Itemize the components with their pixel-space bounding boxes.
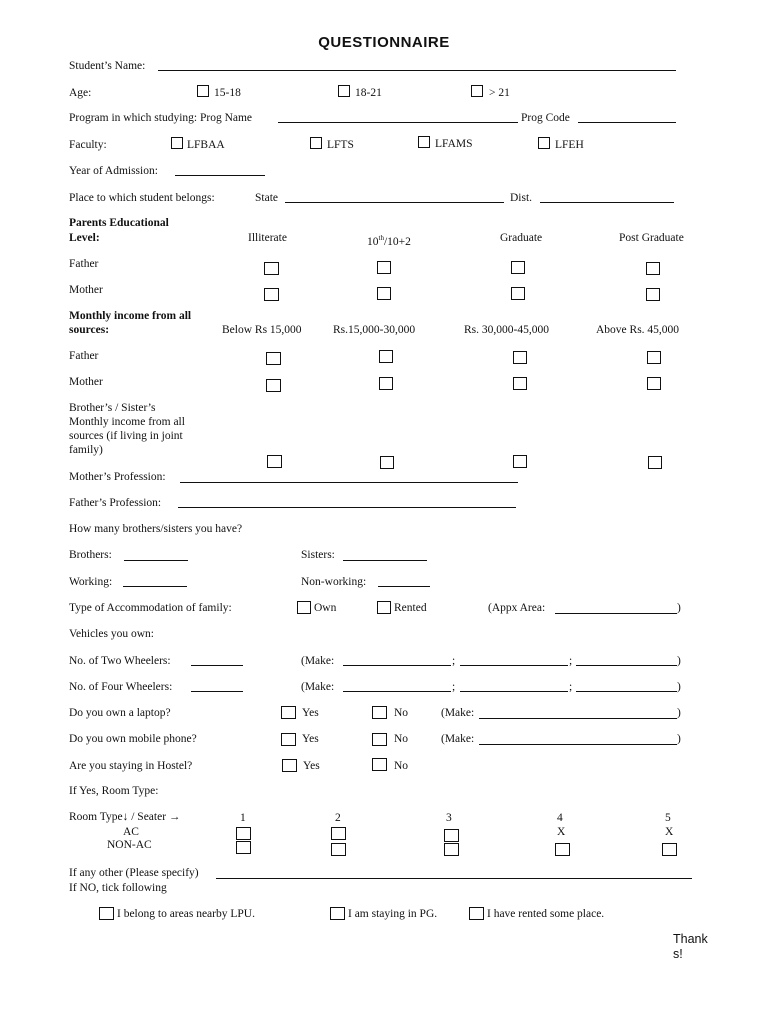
brothers-label: Brothers: <box>69 549 112 561</box>
two-wheelers-label: No. of Two Wheelers: <box>69 655 171 667</box>
row-label: Father <box>69 350 99 362</box>
column-header: Graduate <box>500 232 543 244</box>
father-income-above45k-checkbox[interactable] <box>647 351 661 364</box>
sisters-label: Sisters: <box>301 549 335 561</box>
sibling-income-label: Monthly income from all <box>69 416 185 428</box>
page-title: QUESTIONNAIRE <box>318 34 450 51</box>
four-wheeler-make-field-3[interactable] <box>576 691 677 692</box>
make-label: (Make: <box>441 707 475 719</box>
close-paren: ) <box>677 707 681 719</box>
column-header: 10th/10+2 <box>367 234 411 248</box>
age-18-21-checkbox[interactable] <box>338 85 350 97</box>
mother-edu-10th-checkbox[interactable] <box>377 287 391 300</box>
seater-number: 2 <box>335 812 341 824</box>
siblings-question: How many brothers/sisters you have? <box>69 523 243 535</box>
room-row-label: NON-AC <box>107 839 152 851</box>
sibling-income-above45k-checkbox[interactable] <box>648 456 662 469</box>
nonac-3-seater-checkbox[interactable] <box>444 843 459 856</box>
sisters-field[interactable] <box>343 560 427 561</box>
hostel-yes-checkbox[interactable] <box>282 759 297 772</box>
row-label: Father <box>69 258 99 270</box>
income-heading: Monthly income from all <box>69 310 192 322</box>
age-option-label: 15-18 <box>214 87 241 99</box>
not-available-mark: X <box>665 826 674 838</box>
mobile-make-field[interactable] <box>479 744 677 745</box>
other-specify-field[interactable] <box>216 878 692 879</box>
not-available-mark: X <box>557 826 566 838</box>
sibling-income-label: sources (if living in joint <box>69 430 183 442</box>
row-label: Mother <box>69 376 103 388</box>
yes-label: Yes <box>302 733 319 745</box>
ac-2-seater-checkbox[interactable] <box>331 827 346 840</box>
faculty-option-label: LFBAA <box>187 139 225 151</box>
four-wheeler-make-field-2[interactable] <box>460 691 568 692</box>
thanks-text: Thank <box>673 932 708 946</box>
two-wheeler-make-field-2[interactable] <box>460 665 568 666</box>
nonac-4-seater-checkbox[interactable] <box>555 843 570 856</box>
two-wheelers-count-field[interactable] <box>191 665 243 666</box>
separator: ; <box>452 681 456 693</box>
father-edu-illiterate-checkbox[interactable] <box>264 262 279 275</box>
accommodation-rented-checkbox[interactable] <box>377 601 391 614</box>
hostel-no-checkbox[interactable] <box>372 758 387 771</box>
seater-number: 3 <box>446 812 452 824</box>
accommodation-option-label: Own <box>314 602 337 614</box>
if-no-option-label: I am staying in PG. <box>348 908 438 920</box>
mother-income-below15k-checkbox[interactable] <box>266 379 281 392</box>
faculty-option-label: LFEH <box>555 139 584 151</box>
student-name-label: Student’s Name: <box>69 60 146 72</box>
area-label: (Appx Area: <box>488 602 546 614</box>
father-edu-postgrad-checkbox[interactable] <box>646 262 660 275</box>
yes-label: Yes <box>303 760 320 772</box>
sibling-income-30-45k-checkbox[interactable] <box>513 455 527 468</box>
student-name-field[interactable] <box>158 70 676 71</box>
faculty-option-label: LFTS <box>327 139 354 151</box>
close-paren: ) <box>677 655 681 667</box>
father-income-below15k-checkbox[interactable] <box>266 352 281 365</box>
laptop-no-checkbox[interactable] <box>372 706 387 719</box>
prog-code-label: Prog Code <box>521 112 570 124</box>
seater-number: 1 <box>240 812 246 824</box>
area-field[interactable] <box>555 613 677 614</box>
parents-edu-heading: Level: <box>69 232 100 244</box>
near-lpu-checkbox[interactable] <box>99 907 114 920</box>
mobile-label: Do you own mobile phone? <box>69 733 197 745</box>
column-header: Above Rs. 45,000 <box>596 324 680 336</box>
age-15-18-checkbox[interactable] <box>197 85 209 97</box>
if-no-label: If NO, tick following <box>69 882 167 894</box>
mother-edu-postgrad-checkbox[interactable] <box>646 288 660 301</box>
working-label: Working: <box>69 576 113 588</box>
faculty-lfeh-checkbox[interactable] <box>538 137 550 149</box>
room-table-header: Room Type↓ / Seater → <box>69 811 181 823</box>
prog-name-field[interactable] <box>278 122 518 123</box>
parents-edu-heading: Parents Educational <box>69 217 169 229</box>
place-label: Place to which student belongs: <box>69 192 215 204</box>
dist-label: Dist. <box>510 192 533 204</box>
make-label: (Make: <box>441 733 475 745</box>
father-profession-label: Father’s Profession: <box>69 497 162 509</box>
father-income-15-30k-checkbox[interactable] <box>379 350 393 363</box>
sibling-income-label: Brother’s / Sister’s <box>69 402 156 414</box>
mother-edu-graduate-checkbox[interactable] <box>511 287 525 300</box>
room-type-label: If Yes, Room Type: <box>69 785 159 797</box>
dist-field[interactable] <box>540 202 674 203</box>
vehicles-label: Vehicles you own: <box>69 628 154 640</box>
no-label: No <box>394 707 409 719</box>
staying-pg-checkbox[interactable] <box>330 907 345 920</box>
age-over-21-checkbox[interactable] <box>471 85 483 97</box>
father-profession-field[interactable] <box>178 507 516 508</box>
make-label: (Make: <box>301 681 335 693</box>
separator: ; <box>569 655 573 667</box>
separator: ; <box>569 681 573 693</box>
nonac-2-seater-checkbox[interactable] <box>331 843 346 856</box>
sibling-income-15-30k-checkbox[interactable] <box>380 456 394 469</box>
other-label: If any other (Please specify) <box>69 867 199 879</box>
mobile-yes-checkbox[interactable] <box>281 733 296 746</box>
two-wheeler-make-field-1[interactable] <box>343 665 451 666</box>
four-wheeler-make-field-1[interactable] <box>343 691 451 692</box>
four-wheelers-label: No. of Four Wheelers: <box>69 681 173 693</box>
yes-label: Yes <box>302 707 319 719</box>
accommodation-own-checkbox[interactable] <box>297 601 311 614</box>
faculty-option-label: LFAMS <box>435 138 473 150</box>
mother-profession-label: Mother’s Profession: <box>69 471 166 483</box>
faculty-label: Faculty: <box>69 139 107 151</box>
rented-place-checkbox[interactable] <box>469 907 484 920</box>
nonac-5-seater-checkbox[interactable] <box>662 843 677 856</box>
two-wheeler-make-field-3[interactable] <box>576 665 677 666</box>
seater-number: 4 <box>557 812 563 824</box>
accommodation-option-label: Rented <box>394 602 427 614</box>
working-field[interactable] <box>123 586 187 587</box>
laptop-label: Do you own a laptop? <box>69 707 171 719</box>
mother-income-above45k-checkbox[interactable] <box>647 377 661 390</box>
separator: ; <box>452 655 456 667</box>
brothers-field[interactable] <box>124 560 188 561</box>
sibling-income-label: family) <box>69 444 103 456</box>
age-label: Age: <box>69 87 92 99</box>
faculty-lfbaa-checkbox[interactable] <box>171 137 183 149</box>
close-paren: ) <box>677 681 681 693</box>
program-label: Program in which studying: Prog Name <box>69 112 253 124</box>
mobile-no-checkbox[interactable] <box>372 733 387 746</box>
state-field[interactable] <box>285 202 504 203</box>
no-label: No <box>394 733 409 745</box>
row-label: Mother <box>69 284 103 296</box>
hostel-label: Are you staying in Hostel? <box>69 760 193 772</box>
laptop-make-field[interactable] <box>479 718 677 719</box>
laptop-yes-checkbox[interactable] <box>281 706 296 719</box>
accommodation-label: Type of Accommodation of family: <box>69 602 232 614</box>
income-heading: sources: <box>69 324 110 336</box>
age-option-label: 18-21 <box>355 87 382 99</box>
nonac-1-seater-checkbox[interactable] <box>236 841 251 854</box>
thanks-text: s! <box>673 947 683 961</box>
seater-number: 5 <box>665 812 671 824</box>
column-header: Illiterate <box>248 232 287 244</box>
close-paren: ) <box>677 733 681 745</box>
year-admission-label: Year of Admission: <box>69 165 158 177</box>
column-header: Below Rs 15,000 <box>222 324 302 336</box>
if-no-option-label: I have rented some place. <box>487 908 605 920</box>
prog-code-field[interactable] <box>578 122 676 123</box>
age-option-label: > 21 <box>489 87 510 99</box>
father-edu-10th-checkbox[interactable] <box>377 261 391 274</box>
close-paren: ) <box>677 602 681 614</box>
four-wheelers-count-field[interactable] <box>191 691 243 692</box>
year-admission-field[interactable] <box>175 175 265 176</box>
column-header: Rs.15,000-30,000 <box>333 324 416 336</box>
nonworking-field[interactable] <box>378 586 430 587</box>
mother-income-15-30k-checkbox[interactable] <box>379 377 393 390</box>
faculty-lfams-checkbox[interactable] <box>418 136 430 148</box>
no-label: No <box>394 760 409 772</box>
make-label: (Make: <box>301 655 335 667</box>
if-no-option-label: I belong to areas nearby LPU. <box>117 908 255 920</box>
column-header: Post Graduate <box>619 232 684 244</box>
mother-income-30-45k-checkbox[interactable] <box>513 377 527 390</box>
state-label: State <box>255 192 278 204</box>
mother-edu-illiterate-checkbox[interactable] <box>264 288 279 301</box>
father-income-30-45k-checkbox[interactable] <box>513 351 527 364</box>
father-edu-graduate-checkbox[interactable] <box>511 261 525 274</box>
faculty-lfts-checkbox[interactable] <box>310 137 322 149</box>
ac-1-seater-checkbox[interactable] <box>236 827 251 840</box>
column-header: Rs. 30,000-45,000 <box>464 324 549 336</box>
nonworking-label: Non-working: <box>301 576 367 588</box>
mother-profession-field[interactable] <box>180 482 518 483</box>
ac-3-seater-checkbox[interactable] <box>444 829 459 842</box>
sibling-income-below15k-checkbox[interactable] <box>267 455 282 468</box>
room-row-label: AC <box>123 826 139 838</box>
